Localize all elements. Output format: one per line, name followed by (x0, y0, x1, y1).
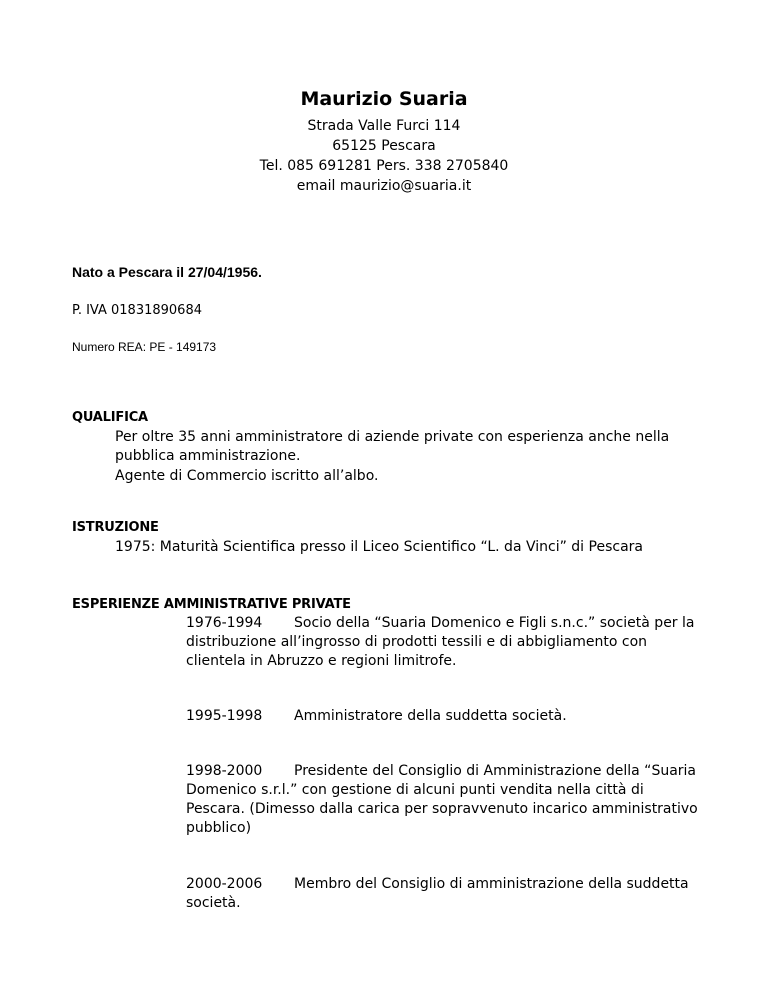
experience-item (186, 762, 706, 838)
qualifica-text: Per oltre 35 anni amministratore di aziende private con esperienza anche nella pubblica amministrazione. (115, 429, 670, 464)
experience-item (186, 875, 706, 913)
cv-name: Maurizio Suaria (300, 88, 468, 110)
experience-description: Membro del Consiglio di amministrazione della suddetta società. (186, 876, 689, 911)
phone-numbers: Tel. 085 691281 Pers. 338 2705840 (259, 158, 509, 174)
experience-description: Presidente del Consiglio di Amministrazione della “Suaria Domenico s.r.l.” con gestione di alcuni punti vendita nella città di Pescara. (Dimesso dalla carica per sopravvenuto incarico amministrativo pubblico) (186, 763, 698, 836)
istruzione-text: 1975: Maturità Scientifica presso il Liceo Scientifico “L. da Vinci” di Pescara (115, 539, 643, 555)
experience-years: 1995-1998 (186, 708, 263, 724)
experience-years: 1976-1994 (186, 615, 263, 631)
experience-years: 1998-2000 (186, 763, 263, 779)
qualifica-agent-text: Agente di Commercio iscritto all’albo. (115, 468, 379, 484)
birth-info: Nato a Pescara il 27/04/1956. (72, 264, 262, 280)
rea-number: Numero REA: PE - 149173 (72, 340, 217, 354)
experience-item (186, 707, 706, 726)
section-title-istruzione: ISTRUZIONE (72, 520, 159, 535)
experience-item (186, 614, 706, 671)
address-street: Strada Valle Furci 114 (307, 118, 461, 134)
experience-description: Amministratore della suddetta società. (294, 708, 567, 724)
experience-description: Socio della “Suaria Domenico e Figli s.n.c.” società per la distribuzione all’ingrosso di prodotti tessili e di abbigliamento con clientela in Abruzzo e regioni limitrofe. (186, 615, 695, 669)
address-city: 65125 Pescara (332, 138, 436, 154)
experience-years: 2000-2006 (186, 876, 263, 892)
section-title-qualifica: QUALIFICA (72, 410, 148, 425)
email-address: email maurizio@suaria.it (296, 178, 472, 194)
section-title-esperienze: ESPERIENZE AMMINISTRATIVE PRIVATE (72, 597, 351, 612)
vat-number: P. IVA 01831890684 (72, 303, 202, 318)
